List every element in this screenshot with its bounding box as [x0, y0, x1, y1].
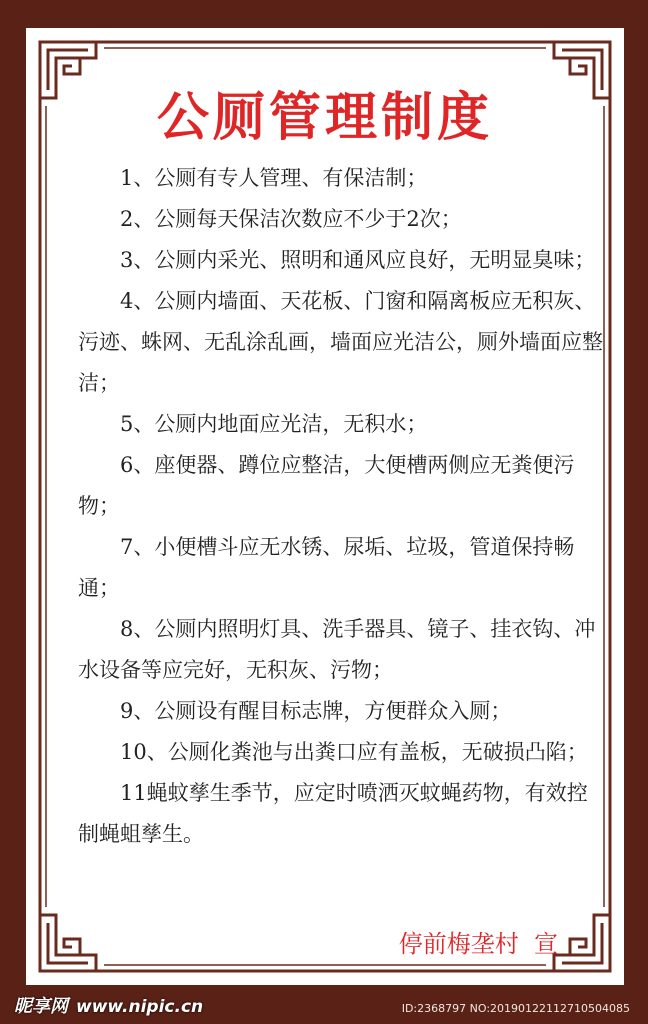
footer-bar — [0, 990, 648, 1024]
signature: 停前梅垄村 宣 — [398, 930, 558, 958]
watermark-logo-text: 昵享网 — [14, 996, 68, 1017]
notice-board — [26, 28, 624, 985]
rules-list — [78, 158, 606, 855]
page-title: 公厕管理制度 — [156, 88, 493, 148]
rule-item: 1、公厕有专人管理、有保洁制； — [120, 166, 428, 190]
rule-item: 7、小便槽斗应无水锈、尿垢、垃圾，管道保持畅通； — [78, 535, 575, 600]
watermark-logo — [14, 992, 203, 1018]
rule-item: 4、公厕内墙面、天花板、门窗和隔离板应无积灰、污迹、蛛网、无乱涂乱画，墙面应光洁公，厕外墙面应整洁； — [78, 289, 603, 395]
rule-item: 2、公厕每天保洁次数应不少于2次； — [120, 207, 462, 231]
rule-item: 11蝇蚊孳生季节，应定时喷洒灭蚊蝇药物，有效控制蝇蛆孳生。 — [78, 781, 588, 846]
image-id: ID:2368797 NO:20190122112710504085 — [401, 1002, 630, 1015]
rule-item: 8、公厕内照明灯具、洗手器具、镜子、挂衣钩、冲水设备等应完好，无积灰、污物； — [78, 617, 596, 682]
rule-item: 6、座便器、蹲位应整洁，大便槽两侧应无粪便污物； — [78, 453, 575, 518]
rule-item: 10、公厕化粪池与出粪口应有盖板，无破损凸陷； — [120, 740, 588, 764]
rule-item: 3、公厕内采光、照明和通风应良好，无明显臭味； — [120, 248, 596, 272]
rule-item: 5、公厕内地面应光洁，无积水； — [120, 412, 428, 436]
rule-item: 9、公厕设有醒目标志牌，方便群众入厕； — [120, 699, 512, 723]
watermark-site: www.nipic.cn — [76, 997, 204, 1017]
